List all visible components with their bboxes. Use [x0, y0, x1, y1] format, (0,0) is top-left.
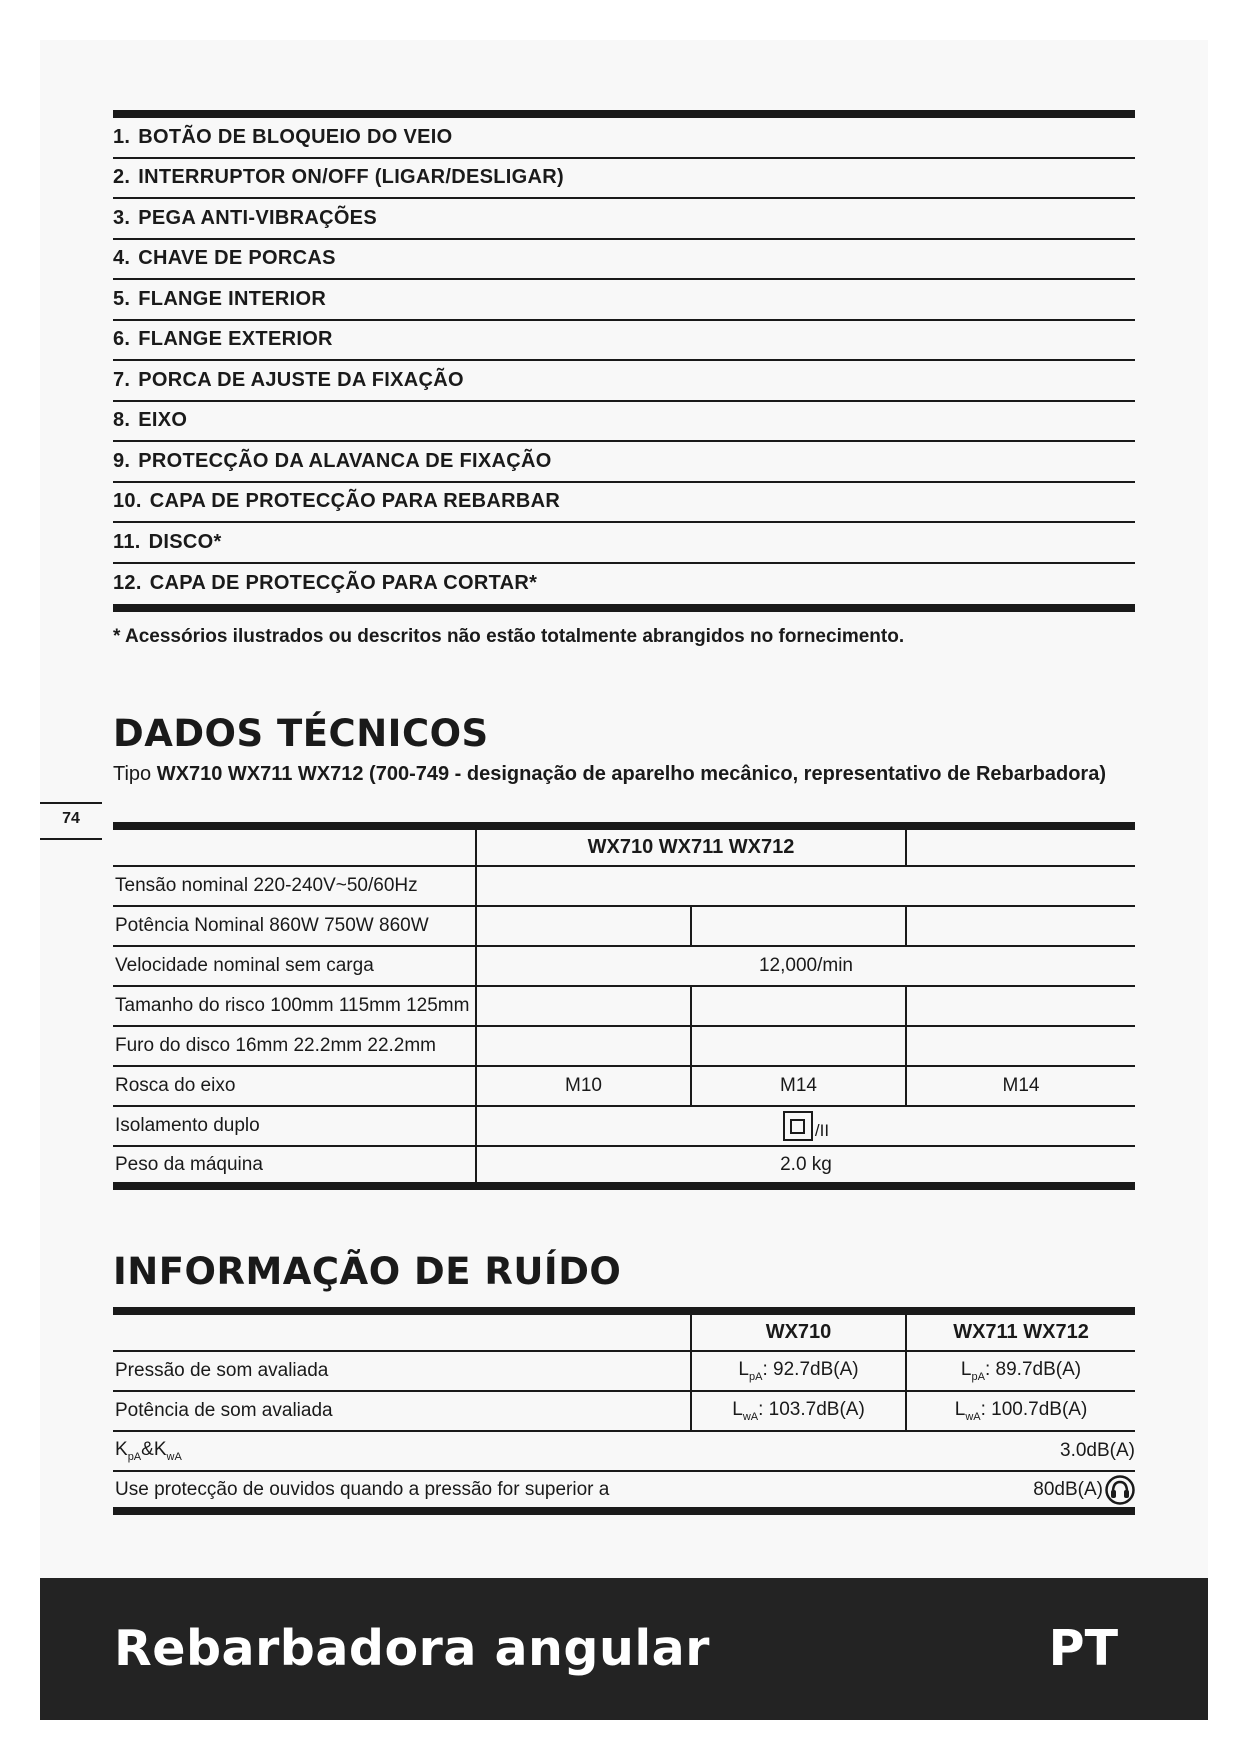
- double-insulation-inner-square: [790, 1119, 805, 1134]
- part-number: 3.: [113, 206, 131, 229]
- part-label: FLANGE EXTERIOR: [138, 328, 333, 351]
- spec-value-voltage: [476, 866, 1135, 906]
- part-label: CAPA DE PROTECÇÃO PARA CORTAR*: [149, 572, 538, 595]
- symbol-l: L: [732, 1399, 743, 1420]
- accessories-footnote: * Acessórios ilustrados ou descritos não estão totalmente abrangidos no fornecimento.: [113, 626, 905, 647]
- table-row: [113, 1471, 1135, 1511]
- table-row: [113, 946, 1135, 986]
- spec-label-power: Potência Nominal 860W 750W 860W: [113, 906, 476, 946]
- part-item: [113, 402, 1135, 443]
- noise-value-pressure-b: [906, 1351, 1135, 1391]
- tech-spec-table: [113, 822, 1135, 1190]
- part-item: [113, 361, 1135, 402]
- parts-top-rule: [113, 110, 1135, 118]
- part-item: [113, 118, 1135, 159]
- part-number: 4.: [113, 247, 131, 270]
- noise-label-uncertainty: [113, 1431, 691, 1471]
- noise-value-ear-protection: [691, 1471, 1135, 1511]
- type-prefix: Tipo: [113, 763, 152, 785]
- part-item: [113, 321, 1135, 362]
- noise-label-pressure: Pressão de som avaliada: [113, 1351, 691, 1391]
- part-label: FLANGE INTERIOR: [138, 287, 327, 310]
- part-label: CHAVE DE PORCAS: [138, 247, 336, 270]
- spec-header-empty: [906, 826, 1135, 866]
- part-number: 7.: [113, 368, 131, 391]
- parts-bottom-rule: [113, 604, 1135, 612]
- parts-list: [113, 118, 1135, 604]
- symbol-subscript: wA: [742, 1411, 759, 1423]
- noise-value-power-b: [906, 1391, 1135, 1431]
- spec-value-thread-wx711: M14: [691, 1066, 906, 1106]
- spec-value-thread-wx712: M14: [906, 1066, 1135, 1106]
- spec-label-weight: Peso da máquina: [113, 1146, 476, 1186]
- symbol-subscript: pA: [971, 1371, 985, 1383]
- spec-value-cell: [691, 1026, 906, 1066]
- spec-value-cell: [906, 906, 1135, 946]
- page-number-rule-bottom: [40, 838, 102, 840]
- part-number: 1.: [113, 125, 131, 148]
- symbol-subscript: pA: [749, 1371, 763, 1383]
- type-description: [113, 760, 1135, 788]
- part-number: 11.: [113, 530, 141, 553]
- spec-value-cell: [476, 1026, 691, 1066]
- spec-value-speed: 12,000/min: [476, 946, 1135, 986]
- footer-language-code: PT: [1048, 1620, 1118, 1677]
- table-row: [113, 1146, 1135, 1186]
- part-label: CAPA DE PROTECÇÃO PARA REBARBAR: [149, 490, 561, 513]
- spec-header-blank: [113, 826, 476, 866]
- table-row: [113, 1066, 1135, 1106]
- ear-protection-threshold: 80dB(A): [1033, 1478, 1103, 1500]
- part-number: 2.: [113, 166, 131, 189]
- symbol-subscript: pA: [127, 1451, 142, 1463]
- noise-table: [113, 1307, 1135, 1515]
- spec-value-cell: [691, 906, 906, 946]
- symbol-l: L: [960, 1359, 972, 1380]
- part-label: BOTÃO DE BLOQUEIO DO VEIO: [138, 125, 453, 148]
- part-item: [113, 523, 1135, 564]
- spec-label-spindle-thread: Rosca do eixo: [113, 1066, 476, 1106]
- table-row: [113, 986, 1135, 1026]
- double-insulation-class: /II: [814, 1121, 830, 1140]
- spec-value-cell: [476, 986, 691, 1026]
- ear-protection-icon: [1105, 1475, 1135, 1505]
- noise-value-pressure-a: [691, 1351, 906, 1391]
- parts-section: [113, 110, 1135, 648]
- table-row: [113, 866, 1135, 906]
- table-row: [113, 1311, 1135, 1351]
- part-label: DISCO*: [148, 530, 222, 553]
- noise-value-uncertainty: 3.0dB(A): [691, 1431, 1135, 1471]
- spec-label-disc-size: Tamanho do risco 100mm 115mm 125mm: [113, 986, 476, 1026]
- table-row: [113, 1351, 1135, 1391]
- power-value: : 100.7dB(A): [980, 1399, 1088, 1420]
- spec-value-weight: 2.0 kg: [476, 1146, 1135, 1186]
- tech-data-title: DADOS TÉCNICOS: [113, 712, 489, 755]
- part-number: 12.: [113, 572, 142, 595]
- footer-title: Rebarbadora angular: [114, 1620, 710, 1677]
- spec-value-cell: [906, 1026, 1135, 1066]
- symbol-k: K: [115, 1439, 128, 1460]
- part-number: 5.: [113, 287, 131, 310]
- noise-header-wx711-wx712: WX711 WX712: [953, 1321, 1089, 1343]
- symbol-subscript: wA: [965, 1411, 981, 1423]
- part-item: [113, 564, 1135, 605]
- spec-header-models: WX710 WX711 WX712: [476, 826, 906, 866]
- part-item: [113, 199, 1135, 240]
- spec-value-cell: [906, 986, 1135, 1026]
- part-item: [113, 442, 1135, 483]
- page-number-marker: [40, 802, 102, 840]
- part-number: 9.: [113, 449, 131, 472]
- spec-value-cell: [691, 986, 906, 1026]
- table-row: [113, 906, 1135, 946]
- part-label: PEGA ANTI-VIBRAÇÕES: [138, 206, 377, 229]
- part-number: 6.: [113, 328, 131, 351]
- noise-label-power: Potência de som avaliada: [113, 1391, 691, 1431]
- spec-label-bore: Furo do disco 16mm 22.2mm 22.2mm: [113, 1026, 476, 1066]
- part-number: 10.: [113, 490, 142, 513]
- noise-header-wx710: WX710: [691, 1311, 906, 1351]
- noise-label-ear-protection: Use protecção de ouvidos quando a pressão for superior a: [113, 1471, 691, 1511]
- pressure-value: : 92.7dB(A): [762, 1359, 859, 1380]
- part-item: [113, 483, 1135, 524]
- spec-label-speed: Velocidade nominal sem carga: [113, 946, 476, 986]
- spec-value-double-insulation: [476, 1106, 1135, 1146]
- symbol-l: L: [954, 1399, 966, 1420]
- noise-header-blank: [113, 1311, 691, 1351]
- part-item: [113, 159, 1135, 200]
- symbol-subscript: wA: [166, 1451, 182, 1463]
- double-insulation-outer-square: [783, 1111, 813, 1141]
- noise-value-power-a: [691, 1391, 906, 1431]
- spec-label-double-insulation: Isolamento duplo: [113, 1106, 476, 1146]
- spec-value-thread-wx710: M10: [476, 1066, 691, 1106]
- table-row: [113, 1431, 1135, 1471]
- spec-label-voltage: Tensão nominal 220-240V~50/60Hz: [113, 866, 476, 906]
- footer-bar: [40, 1578, 1208, 1720]
- part-label: INTERRUPTOR ON/OFF (LIGAR/DESLIGAR): [138, 166, 564, 189]
- table-row: [113, 1026, 1135, 1066]
- part-item: [113, 280, 1135, 321]
- double-insulation-icon: [783, 1111, 829, 1141]
- power-value: : 103.7dB(A): [758, 1399, 865, 1420]
- type-models: WX710 WX711 WX712 (700-749 - designação de aparelho mecânico, representativo de Rebarbadora): [156, 763, 1106, 785]
- pressure-value: : 89.7dB(A): [984, 1359, 1082, 1380]
- spec-value-cell: [476, 906, 691, 946]
- part-label: PORCA DE AJUSTE DA FIXAÇÃO: [138, 368, 464, 391]
- part-number: 8.: [113, 409, 131, 432]
- part-item: [113, 240, 1135, 281]
- noise-info-title: INFORMAÇÃO DE RUÍDO: [113, 1250, 622, 1293]
- page-number: 74: [62, 810, 80, 827]
- table-row: [113, 1106, 1135, 1146]
- table-row: [113, 826, 1135, 866]
- part-label: PROTECÇÃO DA ALAVANCA DE FIXAÇÃO: [138, 449, 552, 472]
- symbol-k-amp: &K: [141, 1439, 167, 1460]
- table-row: [113, 1391, 1135, 1431]
- symbol-l: L: [738, 1359, 749, 1380]
- part-label: EIXO: [138, 409, 188, 432]
